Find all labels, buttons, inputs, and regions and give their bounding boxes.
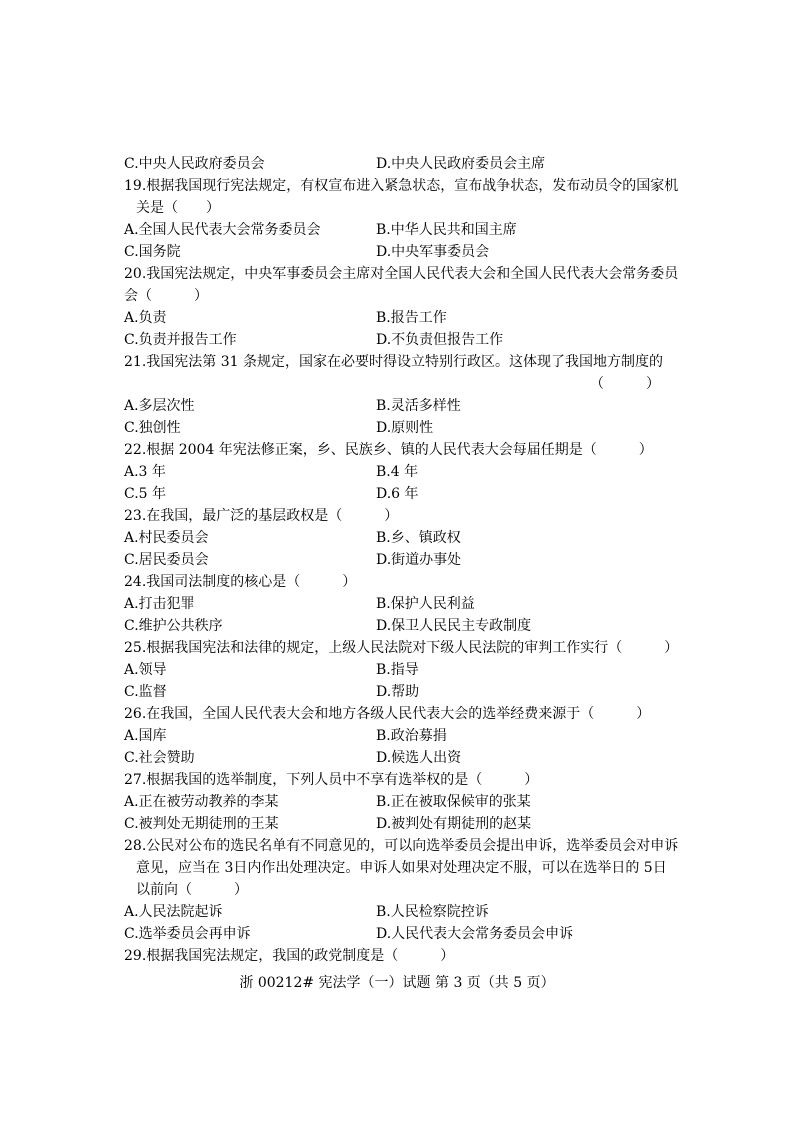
option-d: D.原则性: [376, 420, 434, 436]
option-c: C.选举委员会再申诉: [124, 926, 251, 942]
question-20: 20.我国宪法规定，中央军事委员会主席对全国人民代表大会和全国人民代表大会常务委员: [124, 266, 679, 282]
option-row: [124, 593, 684, 615]
option-a: A.打击犯罪: [124, 596, 195, 612]
question-22: 22.根据 2004 年宪法修正案，乡、民族乡、镇的人民代表大会每届任期是（ ）: [124, 442, 653, 458]
option-row: [124, 461, 684, 483]
question-19: 19.根据我国现行宪法规定，有权宣布进入紧急状态，宣布战争状态，发布动员令的国家机: [124, 178, 679, 194]
option-b: B.灵活多样性: [376, 398, 461, 414]
option-row: [124, 483, 684, 505]
option-d: D.候选人出资: [376, 750, 462, 766]
option-row: [124, 417, 684, 439]
option-row: [124, 549, 684, 571]
option-c: C.社会赞助: [124, 750, 195, 766]
option-b: B.4 年: [376, 464, 419, 480]
option-b: B.乡、镇政权: [376, 530, 461, 546]
option-a: A.领导: [124, 662, 167, 678]
option-a: A.全国人民代表大会常务委员会: [124, 222, 321, 238]
option-row: [124, 153, 684, 175]
option-d: D.帮助: [376, 684, 420, 700]
option-b: B.保护人民利益: [376, 596, 475, 612]
option-c: C.监督: [124, 684, 167, 700]
option-c: C.国务院: [124, 244, 181, 260]
option-row: [124, 395, 684, 417]
question-21: 21.我国宪法第 31 条规定，国家在必要时得设立特别行政区。这体现了我国地方制度的: [124, 354, 663, 370]
question-28-cont: 以前向（ ）: [136, 882, 248, 898]
option-c: C.中央人民政府委员会: [124, 156, 265, 172]
question-19-cont: 关是（ ）: [136, 200, 220, 216]
question-24: 24.我国司法制度的核心是（ ）: [124, 574, 357, 590]
page-footer: 浙 00212# 宪法学（一）试题 第 3 页（共 5 页）: [239, 975, 555, 991]
option-a: A.村民委员会: [124, 530, 209, 546]
option-row: [124, 219, 684, 241]
option-b: B.报告工作: [376, 310, 447, 326]
option-b: B.指导: [376, 662, 419, 678]
option-row: [124, 659, 684, 681]
option-row: [124, 791, 684, 813]
option-row: [124, 307, 684, 329]
option-row: [124, 725, 684, 747]
option-d: D.不负责但报告工作: [376, 332, 504, 348]
question-23: 23.在我国，最广泛的基层政权是（ ）: [124, 508, 399, 524]
option-a: A.国库: [124, 728, 167, 744]
question-26: 26.在我国，全国人民代表大会和地方各级人民代表大会的选举经费来源于（ ）: [124, 706, 651, 722]
question-27: 27.根据我国的选举制度，下列人员中不享有选举权的是（ ）: [124, 772, 539, 788]
option-c: C.5 年: [124, 486, 167, 502]
option-c: C.居民委员会: [124, 552, 209, 568]
option-a: A.正在被劳动教养的李某: [124, 794, 279, 810]
option-a: A.负责: [124, 310, 167, 326]
option-b: B.中华人民共和国主席: [376, 222, 517, 238]
option-c: C.被判处无期徒刑的王某: [124, 816, 279, 832]
question-29: 29.根据我国宪法规定，我国的政党制度是（ ）: [124, 948, 455, 964]
option-d: D.中央军事委员会: [376, 244, 490, 260]
option-d: D.中央人民政府委员会主席: [376, 156, 546, 172]
option-row: [124, 615, 684, 637]
question-28-cont: 意见，应当在 3日内作出处理决定。申诉人如果对处理决定不服，可以在选举日的 5日: [136, 860, 667, 876]
option-b: B.正在被取保候审的张某: [376, 794, 531, 810]
option-a: A.人民法院起诉: [124, 904, 223, 920]
option-b: B.人民检察院控诉: [376, 904, 489, 920]
option-row: [124, 901, 684, 923]
exam-page: [124, 153, 684, 967]
option-row: [124, 747, 684, 769]
question-25: 25.根据我国宪法和法律的规定，上级人民法院对下级人民法院的审判工作实行（ ）: [124, 640, 679, 656]
option-c: C.维护公共秩序: [124, 618, 223, 634]
option-b: B.政治募捐: [376, 728, 447, 744]
question-21-blank: （ ）: [590, 376, 660, 392]
option-row: [124, 923, 684, 945]
option-row: [124, 329, 684, 351]
option-d: D.被判处有期徒刑的赵某: [376, 816, 532, 832]
option-a: A.3 年: [124, 464, 166, 480]
option-row: [124, 241, 684, 263]
question-28: 28.公民对公布的选民名单有不同意见的，可以向选举委员会提出申诉，选举委员会对申诉: [124, 838, 679, 854]
option-d: D.街道办事处: [376, 552, 462, 568]
option-d: D.6 年: [376, 486, 419, 502]
option-row: [124, 813, 684, 835]
option-d: D.保卫人民民主专政制度: [376, 618, 532, 634]
option-row: [124, 527, 684, 549]
option-a: A.多层次性: [124, 398, 195, 414]
option-c: C.负责并报告工作: [124, 332, 237, 348]
question-20-cont: 会（ ）: [124, 288, 208, 304]
option-row: [124, 681, 684, 703]
option-c: C.独创性: [124, 420, 181, 436]
option-d: D.人民代表大会常务委员会申诉: [376, 926, 574, 942]
